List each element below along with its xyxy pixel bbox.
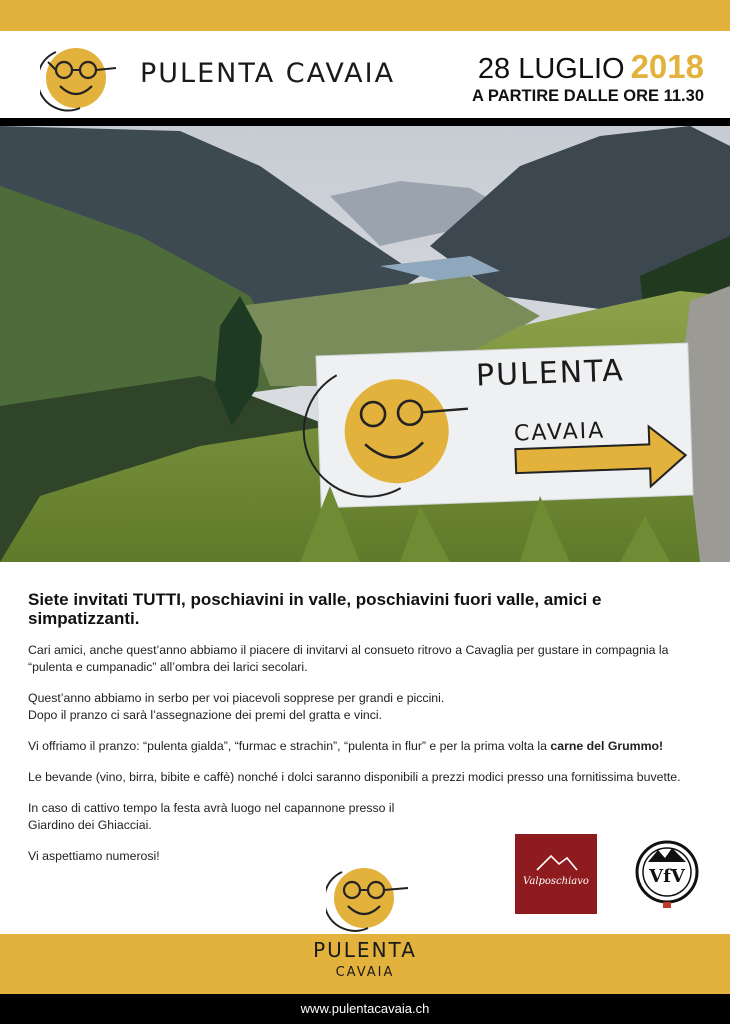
- valposchiavo-logo: [515, 834, 597, 914]
- paragraph-menu: [28, 738, 708, 755]
- weather-line1: In caso di cattivo tempo la festa avrà luogo nel capannone presso il: [28, 801, 395, 815]
- mountain-icon: [515, 834, 597, 914]
- weather-line2: Giardino dei Ghiacciai.: [28, 818, 152, 832]
- paragraph-closing: Vi aspettiamo numerosi!: [28, 849, 160, 863]
- paragraph-drinks: Le bevande (vino, birra, bibite e caffè) nonché i dolci saranno disponibili a prezzi modici presso una fornitissima buvette.: [28, 770, 681, 784]
- event-date-day: 28 LUGLIO: [477, 53, 625, 85]
- menu-text: Vi offriamo il pranzo: “pulenta gialda”, “furmac e strachin”, “pulenta in flur” e per la prima volta la: [28, 739, 551, 753]
- paragraph-weather: [28, 800, 708, 834]
- surprises-line1: Quest’anno abbiamo in serbo per voi piacevoli sopprese per grandi e piccini.: [28, 691, 445, 705]
- headline: Siete invitati TUTTI, poschiavini in valle, poschiavini fuori valle, amici e simpatizzanti.: [28, 590, 602, 628]
- event-date-year: 2018: [630, 48, 704, 85]
- valley-photo: [0, 126, 730, 562]
- event-time: A PARTIRE DALLE ORE 11.30: [472, 87, 704, 105]
- brand-name: PULENTA CAVAIA: [140, 58, 396, 89]
- sign-text-line1: PULENTA: [475, 353, 626, 394]
- top-gold-band: [0, 0, 730, 31]
- surprises-line2: Dopo il pranzo ci sarà l’assegnazione dei premi del gratta e vinci.: [28, 708, 383, 722]
- smiley-bottom-icon: [326, 860, 412, 932]
- vfv-text: VfV: [649, 866, 685, 887]
- valposchiavo-label: Valposchiavo: [523, 876, 589, 887]
- paragraph-surprises: [28, 690, 708, 724]
- footer-brand-line1: PULENTA: [313, 938, 417, 962]
- paragraph-intro: Cari amici, anche quest’anno abbiamo il piacere di invitarvi al consueto ritrovo a Cavaglia per gustare in compagnia la “pulenta e cumpanadic” all’ombra dei larici secolari.: [28, 643, 669, 674]
- event-date: [478, 48, 704, 86]
- smiley-logo-icon: [40, 40, 120, 114]
- invitation-content: [28, 590, 708, 879]
- sign-text-line2: CAVAIA: [513, 418, 606, 447]
- menu-highlight: carne del Grummo!: [550, 739, 664, 753]
- footer-brand-line2: CAVAIA: [335, 965, 395, 980]
- header-black-band: [0, 118, 730, 126]
- website-link[interactable]: www.pulentacavaia.ch: [300, 1001, 430, 1016]
- vfv-badge-icon: [634, 836, 700, 918]
